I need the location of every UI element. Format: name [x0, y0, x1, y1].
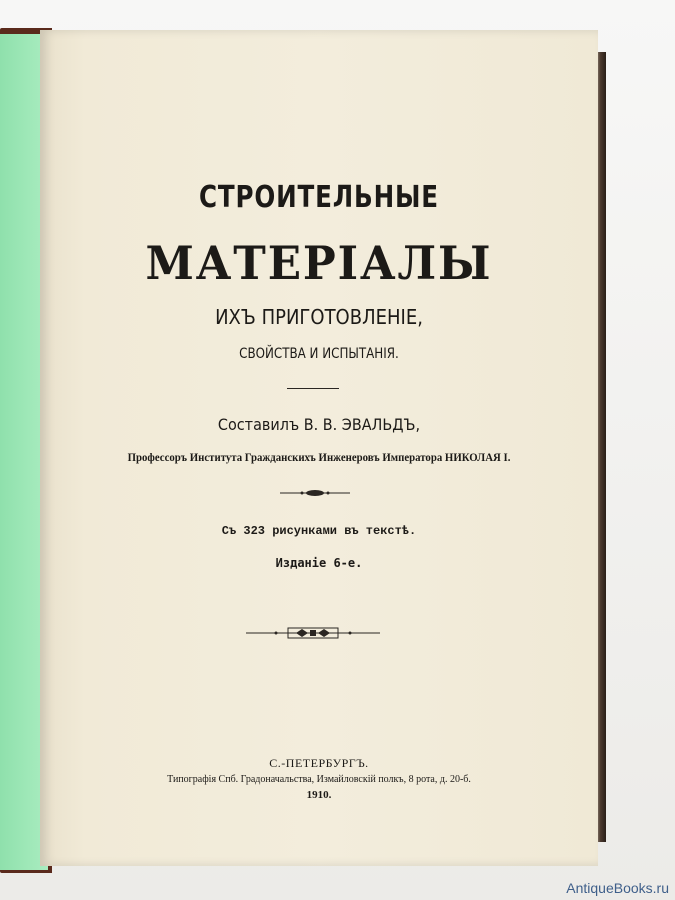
divider-rule [287, 388, 339, 389]
publication-city: С.-ПЕТЕРБУРГЪ. [269, 756, 369, 770]
vignette-ornament-icon [246, 626, 380, 640]
title-page [40, 30, 598, 866]
edition-note: Изданіе 6-е. [275, 556, 363, 570]
ornament-icon [280, 488, 350, 498]
author-line: Составилъ В. В. ЭВАЛЬДЪ, [217, 415, 421, 434]
printer-imprint: Типографія Спб. Градоначальства, Измайловскій полкъ, 8 рота, д. 20-б. [167, 774, 471, 785]
title-line-1: СТРОИТЕЛЬНЫЕ [199, 180, 439, 215]
watermark-text: AntiqueBooks.ru [566, 880, 669, 896]
author-position: Профессоръ Института Гражданскихъ Инженеровъ Императора НИКОЛАЯ I. [127, 450, 511, 464]
subtitle-line-1: ИХЪ ПРИГОТОВЛЕНІЕ, [215, 305, 423, 329]
publication-year: 1910. [306, 789, 332, 801]
title-line-2: МАТЕРІАЛЫ [145, 236, 493, 290]
illustrations-note: Съ 323 рисунками въ текстѣ. [221, 524, 417, 538]
subtitle-line-2: СВОЙСТВА И ИСПЫТАНІЯ. [239, 346, 399, 362]
